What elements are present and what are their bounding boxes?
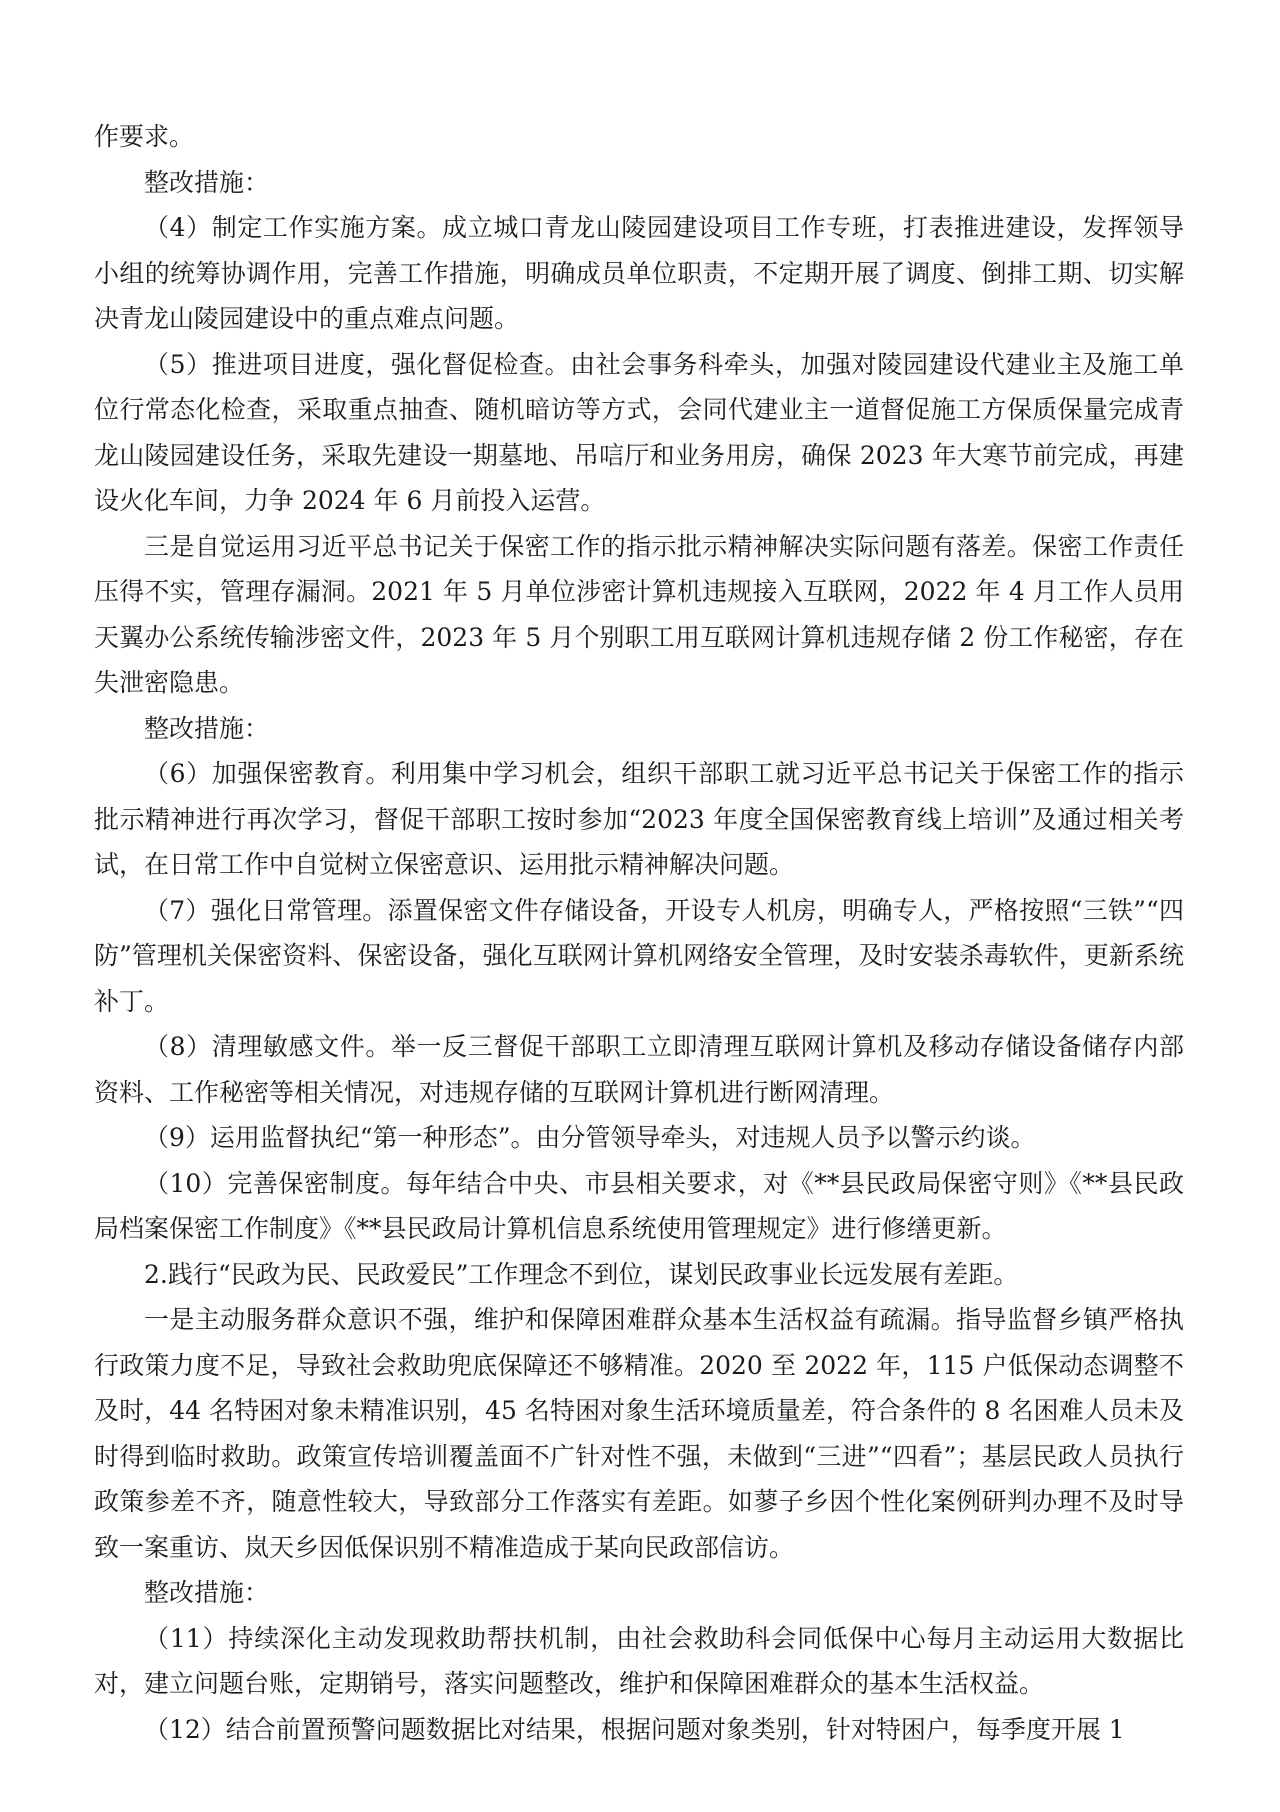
- paragraph-measure-4: （4）制定工作实施方案。成立城口青龙山陵园建设项目工作专班，打表推进建设，发挥领导小组的统筹协调作用，完善工作措施，明确成员单位职责，不定期开展了调度、倒排工期、切实解决青龙山陵园建设中的重点难点问题。: [94, 213, 1184, 333]
- paragraph-issue-one: 一是主动服务群众意识不强，维护和保障困难群众基本生活权益有疏漏。指导监督乡镇严格执行政策力度不足，导致社会救助兜底保障还不够精准。2020 至 2022 年，115 户低保动态调整不及时，44 名特困对象未精准识别，45 名特困对象生活环境质量差，符合条件的 8 名困难人员未及时得到临时救助。政策宣传培训覆盖面不广针对性不强，未做到“三进”“四看”；基层民政人员执行政策参差不齐，随意性较大，导致部分工作落实有差距。如蓼子乡因个性化案例研判办理不及时导致一案重访、岚天乡因低保识别不精准造成于某向民政部信访。: [94, 1305, 1184, 1562]
- paragraph-measure-7: （7）强化日常管理。添置保密文件存储设备，开设专人机房，明确专人，严格按照“三铁”“四防”管理机关保密资料、保密设备，强化互联网计算机网络安全管理，及时安装杀毒软件，更新系统补丁。: [94, 895, 1184, 1016]
- paragraph-issue-three: 三是自觉运用习近平总书记关于保密工作的指示批示精神解决实际问题有落差。保密工作责任压得不实，管理存漏洞。2021 年 5 月单位涉密计算机违规接入互联网，2022 年 4 月工作人员用天翼办公系统传输涉密文件，2023 年 5 月个别职工用互联网计算机违规存储 2 份工作秘密，存在失泄密隐患。: [94, 531, 1184, 697]
- paragraph-measure-12: （12）结合前置预警问题数据比对结果，根据问题对象类别，针对特困户，每季度开展 1: [144, 1714, 1125, 1744]
- paragraph-measure-8: （8）清理敏感文件。举一反三督促干部职工立即清理互联网计算机及移动存储设备储存内部资料、工作秘密等相关情况，对违规存储的互联网计算机进行断网清理。: [94, 1032, 1184, 1107]
- document-page: [94, 114, 1184, 1752]
- section-heading-2: 2.践行“民政为民、民政爱民”工作理念不到位，谋划民政事业长远发展有差距。: [144, 1259, 1019, 1289]
- paragraph-measure-10: （10）完善保密制度。每年结合中央、市县相关要求，对《**县民政局保密守则》《**县民政局档案保密工作制度》《**县民政局计算机信息系统使用管理规定》进行修缮更新。: [94, 1168, 1184, 1243]
- paragraph-measure-9: （9）运用监督执纪“第一种形态”。由分管领导牵头，对违规人员予以警示约谈。: [144, 1123, 1036, 1152]
- paragraph-measure-6: （6）加强保密教育。利用集中学习机会，组织干部职工就习近平总书记关于保密工作的指示批示精神进行再次学习，督促干部职工按时参加“2023 年度全国保密教育线上培训”及通过相关考试，在日常工作中自觉树立保密意识、运用批示精神解决问题。: [94, 759, 1184, 879]
- paragraph-measure-11: （11）持续深化主动发现救助帮扶机制，由社会救助科会同低保中心每月主动运用大数据比对，建立问题台账，定期销号，落实问题整改，维护和保障困难群众的基本生活权益。: [94, 1623, 1184, 1698]
- heading-rectification-measures: 整改措施：: [144, 167, 270, 197]
- heading-rectification-measures: 整改措施：: [144, 1578, 270, 1607]
- paragraph-continuation: 作要求。: [94, 122, 195, 151]
- paragraph-measure-5: （5）推进项目进度，强化督促检查。由社会事务科牵头，加强对陵园建设代建业主及施工单位行常态化检查，采取重点抽查、随机暗访等方式，会同代建业主一道督促施工方保质保量完成青龙山陵园建设任务，采取先建设一期墓地、吊唁厅和业务用房，确保 2023 年大寒节前完成，再建设火化车间，力争 2024 年 6 月前投入运营。: [94, 349, 1184, 515]
- heading-rectification-measures: 整改措施：: [144, 713, 270, 743]
